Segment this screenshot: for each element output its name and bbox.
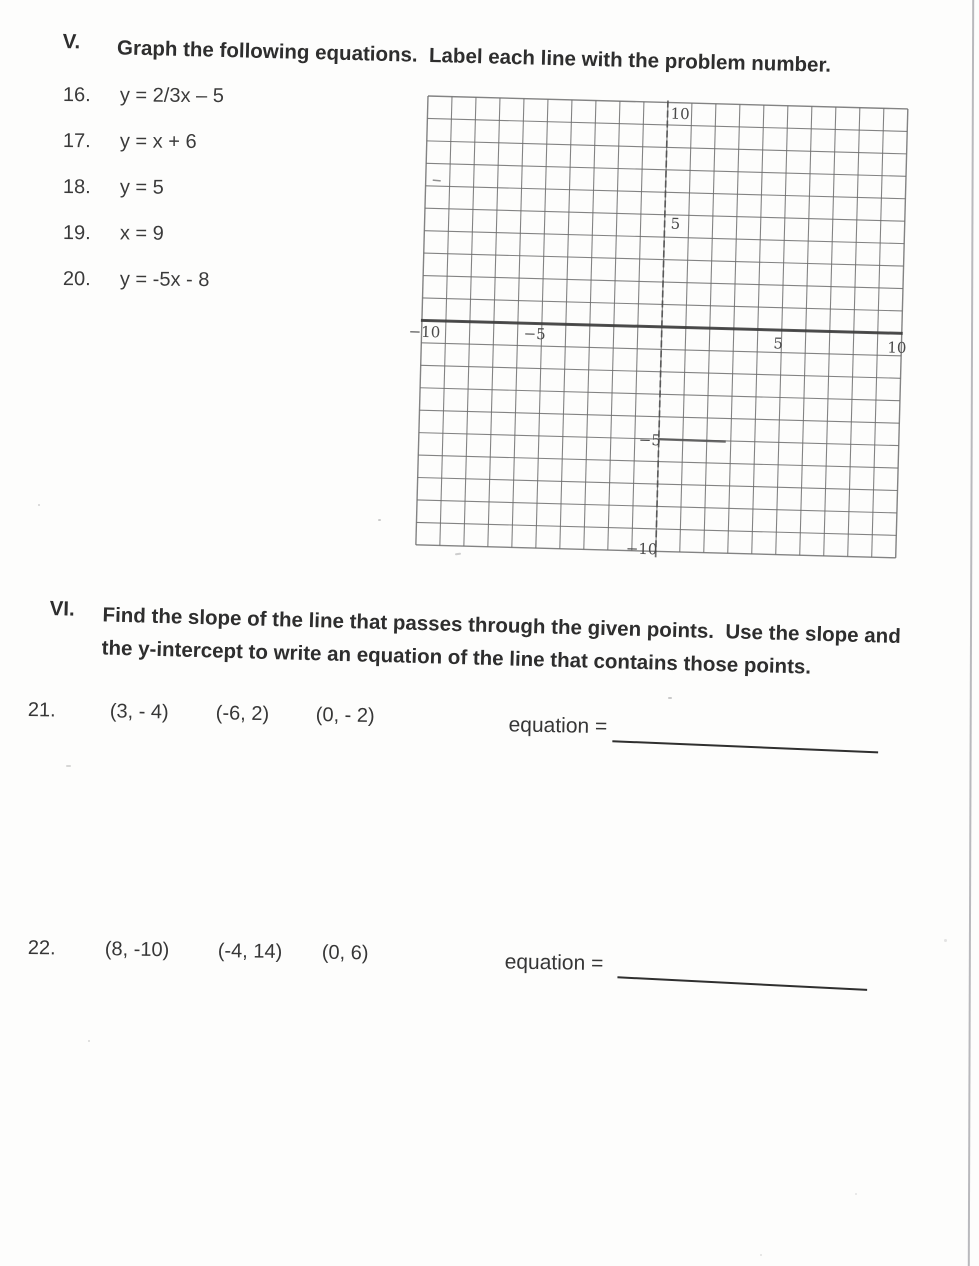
problem-20 bbox=[63, 268, 210, 292]
scan-speck bbox=[66, 765, 71, 767]
problem-17 bbox=[63, 130, 197, 154]
problem-22-number: 22. bbox=[27, 937, 56, 960]
scan-speck bbox=[88, 1040, 90, 1042]
problem-17-equation: y = x + 6 bbox=[119, 130, 197, 153]
problem-16 bbox=[63, 84, 224, 108]
problem-21-point-2: (-6, 2) bbox=[215, 702, 270, 726]
problem-22-point-1: (8, -10) bbox=[104, 938, 170, 962]
y-tick--5: −5 bbox=[638, 430, 662, 450]
scan-page-edge bbox=[968, 0, 974, 1266]
problem-18-equation: y = 5 bbox=[119, 176, 164, 199]
section-v-heading bbox=[62, 30, 913, 84]
problem-18-number: 18. bbox=[62, 176, 91, 199]
section-v-instructions: Graph the following equations. Label each line with the problem number. bbox=[116, 36, 832, 77]
problem-21 bbox=[27, 699, 908, 764]
x-tick--5: −5 bbox=[523, 324, 546, 344]
problem-21-answer-blank bbox=[612, 740, 878, 753]
scan-speck bbox=[760, 1254, 762, 1256]
problem-20-number: 20. bbox=[62, 268, 91, 291]
x-tick--10: −10 bbox=[408, 322, 441, 342]
scan-speck bbox=[455, 553, 461, 556]
section-v-number: V. bbox=[62, 30, 81, 54]
problem-21-point-1: (3, - 4) bbox=[109, 700, 169, 724]
scan-stray-dash bbox=[433, 180, 441, 181]
problem-20-equation: y = -5x - 8 bbox=[119, 268, 210, 292]
scan-speck bbox=[38, 504, 40, 506]
section-vi-heading bbox=[48, 597, 929, 687]
scan-speck bbox=[944, 939, 947, 942]
problem-17-number: 17. bbox=[62, 130, 91, 153]
problem-19-equation: x = 9 bbox=[119, 222, 164, 245]
problem-21-equation-label: equation = bbox=[508, 713, 608, 739]
problem-22 bbox=[27, 937, 908, 1001]
problem-16-equation: y = 2/3x – 5 bbox=[119, 84, 224, 108]
problem-21-point-3: (0, - 2) bbox=[315, 704, 375, 728]
problem-22-equation-label: equation = bbox=[504, 950, 604, 976]
x-tick-5: 5 bbox=[773, 334, 784, 353]
problem-22-point-3: (0, 6) bbox=[321, 941, 369, 965]
coordinate-grid-svg bbox=[408, 96, 908, 559]
scan-speck bbox=[668, 697, 672, 699]
scan-dark-segment bbox=[659, 439, 726, 441]
y-tick-5: 5 bbox=[670, 214, 681, 233]
section-vi-instructions-line2: the y-intercept to write an equation of the line that contains those points. bbox=[101, 636, 812, 679]
problem-19 bbox=[63, 222, 164, 246]
y-tick--10: −10 bbox=[625, 539, 658, 559]
section-vi-instructions-line1: Find the slope of the line that passes through the given points. Use the slope and bbox=[102, 603, 902, 649]
problem-22-point-2: (-4, 14) bbox=[217, 939, 283, 963]
problem-21-number: 21. bbox=[27, 699, 56, 722]
problem-16-number: 16. bbox=[62, 84, 91, 107]
scan-speck bbox=[378, 519, 381, 521]
problem-19-number: 19. bbox=[62, 222, 91, 245]
problem-22-answer-blank bbox=[617, 976, 867, 991]
scan-speck bbox=[855, 1193, 857, 1195]
x-tick-10: 10 bbox=[887, 338, 907, 358]
section-vi-instructions bbox=[101, 598, 901, 686]
coordinate-grid bbox=[408, 96, 908, 559]
y-tick-10: 10 bbox=[670, 104, 690, 124]
problem-18 bbox=[63, 176, 164, 200]
section-vi-number: VI. bbox=[49, 597, 76, 621]
